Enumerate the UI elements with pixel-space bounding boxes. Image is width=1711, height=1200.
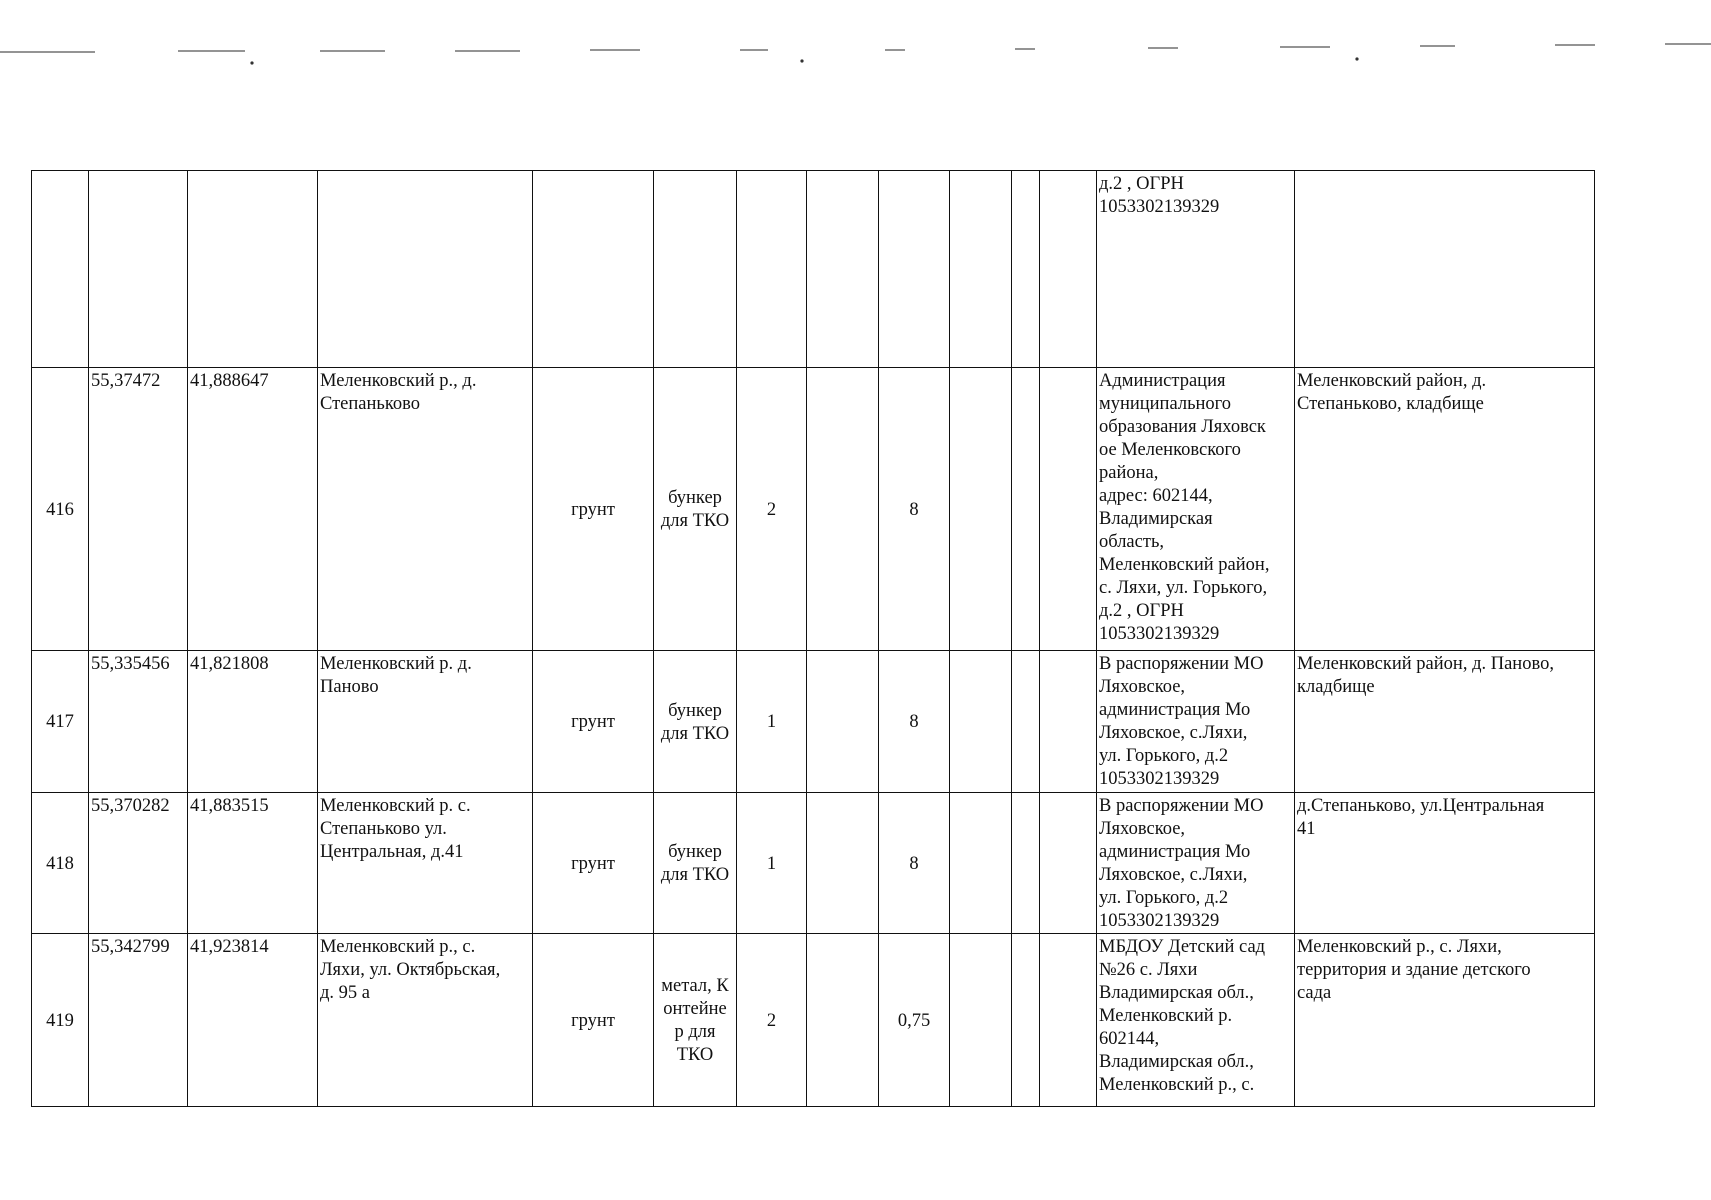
cell-number: 418 (32, 793, 89, 934)
cell-source: д.Степаньково, ул.Центральная 41 (1295, 793, 1595, 934)
cell-empty (950, 171, 1012, 368)
cell-empty (1012, 651, 1040, 793)
cell-owner: д.2 , ОГРН 1053302139329 (1097, 171, 1295, 368)
cell-longitude: 41,888647 (188, 368, 318, 651)
cell-container-count: 1 (737, 651, 807, 793)
cell-latitude: 55,37472 (89, 368, 188, 651)
cell-empty (807, 934, 879, 1107)
cell-empty (1040, 651, 1097, 793)
cell-surface: грунт (533, 793, 654, 934)
cell-empty (1040, 368, 1097, 651)
cell-longitude: 41,923814 (188, 934, 318, 1107)
cell-empty (1040, 934, 1097, 1107)
cell-source: Меленковский район, д. Степаньково, кладбище (1295, 368, 1595, 651)
cell-owner: В распоряжении МО Ляховское, администрация Мо Ляховское, с.Ляхи, ул. Горького, д.2 1053302139329 (1097, 793, 1295, 934)
table-row (32, 368, 1595, 651)
cell-source: Меленковский район, д. Паново, кладбище (1295, 651, 1595, 793)
cell-address (318, 171, 533, 368)
cell-latitude: 55,342799 (89, 934, 188, 1107)
cell-container-count: 2 (737, 368, 807, 651)
cell-empty (950, 368, 1012, 651)
waste-sites-registry-table (31, 170, 1595, 1107)
cell-owner: В распоряжении МО Ляховское, администрация Мо Ляховское, с.Ляхи, ул. Горького, д.2 1053302139329 (1097, 651, 1295, 793)
cell-source (1295, 171, 1595, 368)
scan-artifact-marks (0, 0, 1711, 80)
cell-latitude: 55,335456 (89, 651, 188, 793)
cell-container-count: 2 (737, 934, 807, 1107)
cell-latitude: 55,370282 (89, 793, 188, 934)
cell-empty (1012, 793, 1040, 934)
cell-empty (950, 793, 1012, 934)
cell-latitude (89, 171, 188, 368)
cell-owner: МБДОУ Детский сад №26 с. Ляхи Владимирская обл., Меленковский р. 602144, Владимирская обл., Меленковский р., с. (1097, 934, 1295, 1107)
cell-number: 417 (32, 651, 89, 793)
table-row (32, 934, 1595, 1107)
cell-address: Меленковский р., д. Степаньково (318, 368, 533, 651)
cell-address: Меленковский р. д. Паново (318, 651, 533, 793)
cell-empty (1012, 171, 1040, 368)
cell-volume: 8 (879, 651, 950, 793)
cell-volume: 8 (879, 368, 950, 651)
cell-longitude: 41,883515 (188, 793, 318, 934)
cell-owner: Администрация муниципального образования Ляховск ое Меленковского района, адрес: 602144, Владимирская область, Меленковский район, с. Ляхи, ул. Горького, д.2 , ОГРН 1053302139329 (1097, 368, 1295, 651)
table-row (32, 651, 1595, 793)
cell-empty (807, 171, 879, 368)
cell-empty (950, 651, 1012, 793)
cell-source: Меленковский р., с. Ляхи, территория и здание детского сада (1295, 934, 1595, 1107)
cell-container-type: бункер для ТКО (654, 651, 737, 793)
cell-volume: 8 (879, 793, 950, 934)
cell-surface: грунт (533, 651, 654, 793)
cell-number: 416 (32, 368, 89, 651)
table-row-continued (32, 171, 1595, 368)
cell-empty (1040, 171, 1097, 368)
cell-container-type: бункер для ТКО (654, 368, 737, 651)
cell-container-count (737, 171, 807, 368)
cell-empty (807, 793, 879, 934)
cell-surface: грунт (533, 368, 654, 651)
cell-longitude: 41,821808 (188, 651, 318, 793)
cell-address: Меленковский р., с. Ляхи, ул. Октябрьская, д. 95 а (318, 934, 533, 1107)
cell-surface: грунт (533, 934, 654, 1107)
table-row (32, 793, 1595, 934)
cell-container-type (654, 171, 737, 368)
cell-volume: 0,75 (879, 934, 950, 1107)
cell-address: Меленковский р. с. Степаньково ул. Центральная, д.41 (318, 793, 533, 934)
cell-empty (950, 934, 1012, 1107)
cell-surface (533, 171, 654, 368)
cell-number (32, 171, 89, 368)
cell-empty (1012, 934, 1040, 1107)
cell-empty (1012, 368, 1040, 651)
cell-volume (879, 171, 950, 368)
cell-container-type: метал, К онтейне р для ТКО (654, 934, 737, 1107)
cell-empty (807, 651, 879, 793)
cell-empty (807, 368, 879, 651)
cell-empty (1040, 793, 1097, 934)
cell-container-count: 1 (737, 793, 807, 934)
cell-container-type: бункер для ТКО (654, 793, 737, 934)
cell-number: 419 (32, 934, 89, 1107)
cell-longitude (188, 171, 318, 368)
